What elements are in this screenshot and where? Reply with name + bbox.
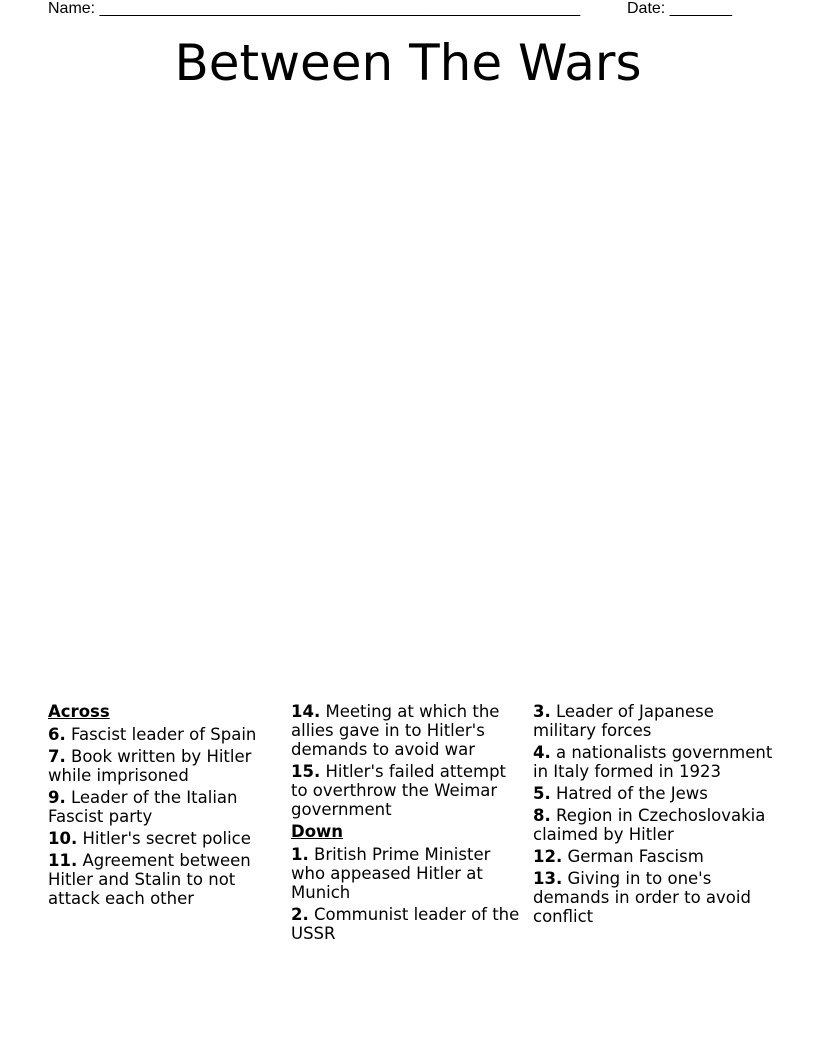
down-clue-8: [533, 806, 778, 844]
down-clue-5: [533, 784, 778, 803]
down-clue-1: [291, 845, 523, 902]
across-clue-7: [48, 747, 276, 785]
clue-column-2: [291, 702, 523, 946]
across-clue-14: [291, 702, 523, 759]
clue-number: 4.: [533, 743, 551, 762]
clue-text: Region in Czechoslovakia claimed by Hitler: [533, 806, 766, 844]
clue-text: Fascist leader of Spain: [65, 725, 257, 744]
date-field-label: Date: _______: [627, 0, 732, 17]
clue-number: 9.: [48, 788, 66, 807]
clue-number: 11.: [48, 851, 78, 870]
clue-number: 13.: [533, 869, 563, 888]
across-clue-15: [291, 762, 523, 819]
clue-text: Hitler's secret police: [77, 829, 251, 848]
clue-number: 10.: [48, 829, 78, 848]
clue-text: British Prime Minister who appeased Hitler at Munich: [291, 845, 491, 902]
clue-text: German Fascism: [562, 847, 704, 866]
down-heading: Down: [291, 822, 344, 841]
clue-column-3: [533, 702, 778, 929]
down-clue-4: [533, 743, 778, 781]
clue-text: Hatred of the Jews: [550, 784, 708, 803]
across-clue-6: [48, 725, 276, 744]
clue-number: 14.: [291, 702, 321, 721]
clue-text: Giving in to one's demands in order to avoid conflict: [533, 869, 751, 926]
clue-text: Book written by Hitler while imprisoned: [48, 747, 252, 785]
clue-text: a nationalists government in Italy formed in 1923: [533, 743, 773, 781]
clue-number: 5.: [533, 784, 551, 803]
clue-number: 2.: [291, 905, 309, 924]
clue-number: 6.: [48, 725, 66, 744]
down-clue-3: [533, 702, 778, 740]
clue-number: 8.: [533, 806, 551, 825]
clue-text: Leader of the Italian Fascist party: [48, 788, 238, 826]
across-clue-9: [48, 788, 276, 826]
clue-text: Communist leader of the USSR: [291, 905, 520, 943]
clue-number: 1.: [291, 845, 309, 864]
clue-number: 3.: [533, 702, 551, 721]
name-field-label: Name: ______________________________________________________: [48, 0, 581, 17]
clue-text: Leader of Japanese military forces: [533, 702, 714, 740]
across-clue-10: [48, 829, 276, 848]
clue-column-1: [48, 702, 276, 911]
across-clue-11: [48, 851, 276, 908]
clue-number: 15.: [291, 762, 321, 781]
down-clue-12: [533, 847, 778, 866]
clue-text: Agreement between Hitler and Stalin to not attack each other: [48, 851, 251, 908]
clue-number: 7.: [48, 747, 66, 766]
down-clue-13: [533, 869, 778, 926]
across-heading: Across: [48, 702, 110, 721]
clue-number: 12.: [533, 847, 563, 866]
clue-text: Meeting at which the allies gave in to Hitler's demands to avoid war: [291, 702, 500, 759]
page-title: Between The Wars: [174, 34, 642, 92]
clue-text: Hitler's failed attempt to overthrow the Weimar government: [291, 762, 507, 819]
down-clue-2: [291, 905, 523, 943]
